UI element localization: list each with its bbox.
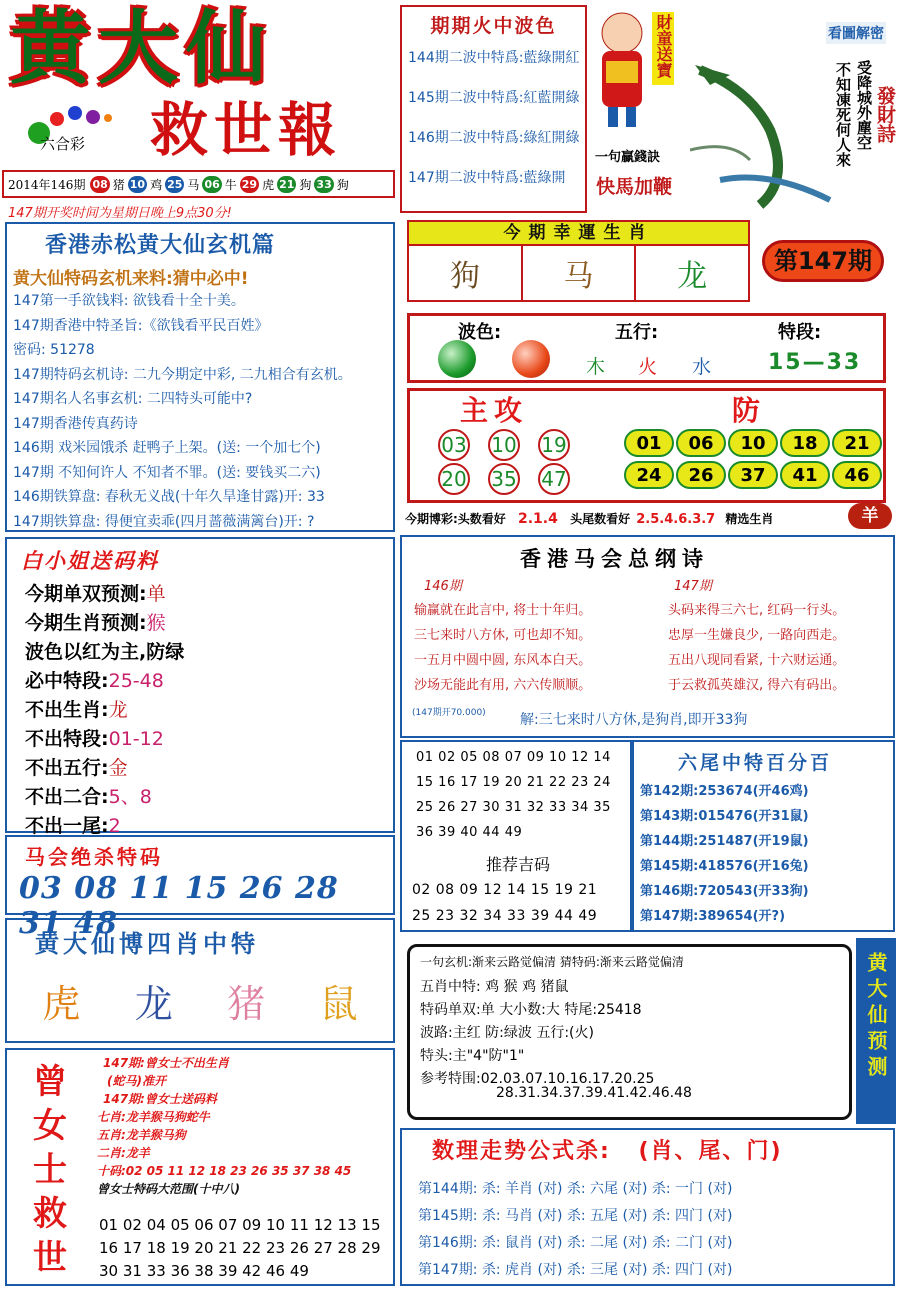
defend-number: 41 [780,461,830,489]
four-zodiac-title: 黄大仙博四肖中特 [35,930,259,958]
six-tail-line: 第143期:015476(开31鼠) [640,809,809,824]
zeng-range-row: 30 31 33 36 38 39 42 46 49 [99,1262,309,1280]
formula-line: 第147期: 杀: 虎肖 (对) 杀: 三尾 (对) 杀: 四门 (对) [418,1262,733,1278]
main-attack-label: 主攻 [460,394,529,427]
color-dot-red [50,112,64,126]
poem-col-text: 不知凍死何人來 [834,62,852,167]
zeng-line: 十码:02 05 11 12 18 23 26 35 37 38 45 [97,1164,352,1178]
poem-left-issue: 146期 [424,579,462,594]
tail-value: 2.5.4.6.3.7 [636,512,716,527]
main-attack-number: 19 [538,429,570,461]
crocodile-illustration [690,30,840,210]
tongzi-card: 一句贏錢訣 [595,150,661,165]
draw-ball-zodiac: 狗 [336,177,349,192]
defend-number: 37 [728,461,778,489]
pick-zodiac-badge: 羊 [848,503,892,529]
zeng-line: 七肖:龙羊猴马狗蛇牛 [97,1110,210,1124]
draw-ball-zodiac: 虎 [262,177,275,192]
six-tail-line: 第144期:251487(开19鼠) [640,834,809,849]
lucky-number-row: 02 08 09 12 14 15 19 21 [412,882,598,898]
wuxing-fire: 火 [638,356,658,378]
draw-result-bar [2,170,395,198]
fortune-boy-illustration [592,5,652,135]
number-row: 01 02 05 08 07 09 10 12 14 [416,750,611,765]
issue-badge: 第147期 [762,240,884,282]
poem-left-line: 一五月中圆中圆, 东风本白天。 [414,653,592,668]
lucky-numbers-title: 推荐吉码 [486,855,551,874]
xuanji-line: 147期香港中特圣旨:《欲钱看平民百姓》 [13,317,269,334]
wave-wuxing-box [407,313,886,383]
poem-box [400,535,895,738]
baixiao-line [25,782,152,809]
main-attack-number: 03 [438,429,470,461]
poem-col-2 [834,62,852,171]
baixiao-label: 不出二合: [25,786,109,808]
xuanji-line: 密码: 51278 [13,342,95,358]
lucky-zodiac-title: 今期幸運生肖 [407,220,750,246]
defend-number: 24 [624,461,674,489]
draw-ball-number: 29 [241,177,258,191]
wave-line: 145期二波中特爲:紅藍開綠 [408,90,580,106]
jue-sha-box [5,835,395,941]
lucky-animal: 狗 [449,259,480,294]
red-ball-icon [512,340,550,378]
four-zodiac-row [15,962,385,1038]
masthead-subtitle: 救世報 [150,96,343,164]
baixiao-line [25,579,166,606]
baixiao-value: 金 [108,757,128,779]
draw-notice: 147期开奖时间为星期日晚上9点30分! [8,206,232,221]
wave-line: 144期二波中特爲:藍綠開紅 [408,50,580,66]
defend-number: 21 [832,429,882,457]
poem-right-line: 头码来得三六七, 红码一行头。 [668,603,846,618]
tongzi-text: 財童送寶 [654,14,673,78]
wave-line: 147期二波中特爲:藍綠開 [408,170,566,186]
green-ball-icon [438,340,476,378]
lucky-dragon-icon [636,246,748,300]
zeng-line: 二肖:龙羊 [97,1146,150,1160]
baixiao-line [25,608,166,635]
baixiao-value: 5、8 [108,786,152,808]
baixiao-value: 2 [108,815,121,837]
baixiao-label: 今期单双预测: [25,583,147,605]
defend-number: 26 [676,461,726,489]
lottery-label: 六合彩 [40,135,86,153]
zeng-line: (蛇马)准开 [107,1074,166,1088]
xuanji-line: 146期 戏米园饿杀 赶鸭子上架。(送: 一个加七个) [13,440,321,456]
number-row: 36 39 40 44 49 [416,825,523,840]
secret-line: 特码单双:单 大小数:大 特尾:25418 [420,1002,642,1018]
fortune-boy-icon [592,5,652,135]
formula-line: 第144期: 杀: 羊肖 (对) 杀: 六尾 (对) 杀: 一门 (对) [418,1181,733,1197]
four-zodiac-box [5,918,395,1043]
formula-line: 第145期: 杀: 马肖 (对) 杀: 五尾 (对) 杀: 四门 (对) [418,1208,733,1224]
baixiao-label: 不出特段: [25,728,109,750]
fortune-poem-vertical [874,86,894,148]
formula-title-tail: (肖、尾、门) [638,1139,783,1164]
pick-label: 精选生肖 [725,512,774,526]
baixiao-label: 不出一尾: [25,815,109,837]
baixiao-label: 波色以红为主,防绿 [25,641,185,663]
defend-number: 10 [728,429,778,457]
head-label: 今期博彩:头数看好 [405,512,506,526]
poem-right-issue: 147期 [674,579,712,594]
baixiao-line [25,666,164,693]
zeng-char: 救 [33,1194,67,1234]
zeng-vertical-title [25,1060,75,1280]
today-bet-bar [405,510,845,527]
pig-icon: 猪 [227,981,266,1026]
main-attack-number: 10 [488,429,520,461]
secret-line: 28.31.34.37.39.41.42.46.48 [496,1085,692,1101]
xuanji-title: 香港赤松黄大仙玄机篇 [45,233,276,258]
prediction-side-label [856,938,896,1124]
baixiao-value: 龙 [108,699,128,721]
six-tail-title: 六尾中特百分百 [678,752,833,774]
xuanji-line: 147期 不知何许人 不知者不罪。(送: 要钱买二六) [13,464,321,481]
draw-balls [90,176,348,193]
draw-ball-zodiac: 牛 [224,177,237,192]
formula-title-text: 数理走势公式杀: [432,1139,611,1164]
defend-number: 06 [676,429,726,457]
secret-line: 参考特围:02.03.07.10.16.17.20.25 [420,1071,655,1087]
baixiao-value: 单 [146,583,166,605]
zeng-char: 士 [33,1150,67,1190]
poem-note: (147期开70.000) [412,708,486,718]
wuxing-wood: 木 [586,356,606,378]
formula-box [400,1128,895,1286]
lucky-animal: 龙 [677,259,708,294]
zeng-line: 五肖:龙羊猴马狗 [97,1128,186,1142]
poem-left-line: 沙场无能此有用, 六六传顺顺。 [414,678,592,693]
draw-ball-zodiac: 马 [187,177,200,192]
fortune-poem-text: 發財詩 [874,86,896,143]
lucky-zodiac-cells [407,246,750,302]
teduan-value: 15—33 [768,350,862,375]
baixiao-title: 白小姐送码料 [21,549,159,573]
lucky-horse-icon [523,246,637,300]
crocodile-icon [690,30,840,210]
zeng-range-row: 16 17 18 19 20 21 22 23 26 27 28 29 [99,1239,381,1257]
attack-defend-box [407,388,886,503]
poem-right-line: 忠厚一生嫌良少, 一路向西走。 [668,628,846,643]
color-dot-blue [68,106,82,120]
draw-ball-number: 06 [204,177,220,191]
baixiao-line [25,637,184,664]
xuanji-line: 147期名人名事玄机: 二四特头可能中? [13,391,253,407]
head-value: 2.1.4 [518,511,558,527]
formula-title [432,1134,783,1165]
defend-label: 防 [732,394,761,427]
baixiao-label: 不出五行: [25,757,109,779]
teduan-label: 特段: [778,322,822,343]
baixiao-line [25,811,121,838]
wave-title: 期期火中波色 [430,15,557,37]
poem-right-line: 于云救孤英雄汉, 得六有码出。 [668,678,846,693]
color-dot-orange [104,114,112,122]
poem-col-1 [855,60,873,154]
tongzi-label [652,12,674,85]
draw-ball-number: 08 [92,177,108,191]
zeng-line: 曾女士特码大范围(十中八) [97,1182,240,1196]
baixiao-value: 25-48 [108,670,164,692]
main-attack-number: 35 [488,463,520,495]
poem-left-line: 三七来时八方休, 可也却不知。 [414,628,592,643]
baixiao-value: 01-12 [108,728,164,750]
jue-sha-numbers: 03 08 11 15 26 28 31 48 [19,871,339,941]
secret-line: 一句玄机:渐来云路觉偏清 猜特码:渐来云路觉偏清 [420,955,684,969]
poem-left-line: 输赢就在此言中, 将士十年归。 [414,603,592,618]
wave-line: 146期二波中特爲:綠紅開綠 [408,130,580,146]
baixiao-label: 必中特段: [25,670,109,692]
poem-col-text: 受降城外塵空 [855,60,873,150]
six-tail-line: 第142期:253674(开46鸡) [640,784,809,799]
zeng-range-row: 01 02 04 05 06 07 09 10 11 12 13 15 [99,1216,381,1234]
draw-issue: 2014年146期 [8,177,86,192]
secret-line: 波路:主红 防:绿波 五行:(火) [420,1025,594,1041]
wave-label: 波色: [458,322,502,343]
prediction-side-text: 黄大仙预测 [864,952,888,1082]
wave-color-box [400,5,587,213]
zeng-char: 曾 [33,1062,67,1102]
xuanji-box [5,222,395,532]
formula-line: 第146期: 杀: 鼠肖 (对) 杀: 二尾 (对) 杀: 二门 (对) [418,1235,733,1251]
defend-number: 01 [624,429,674,457]
xuanji-line: 147期香港传真药诗 [13,415,138,432]
baixiao-value: 猴 [146,612,166,634]
six-tail-line: 第147期:389654(开?) [640,909,786,924]
main-attack-number: 20 [438,463,470,495]
poem-solution: 解:三七来时八方休,是狗肖,即开33狗 [520,712,748,728]
masthead-title: 黄大仙 [10,1,274,95]
draw-ball-zodiac: 猪 [112,177,125,192]
baixiao-box [5,537,395,837]
draw-ball-number: 25 [167,177,183,191]
tiger-icon: 虎 [42,981,81,1026]
six-tail-box [632,740,895,932]
xuanji-line: 147期特码玄机诗: 二九今期定中彩, 二九相合有玄机。 [13,366,352,383]
draw-ball-zodiac: 鸡 [150,177,163,192]
defend-number: 18 [780,429,830,457]
seal: 看圖解密 [826,22,886,44]
wuxing-label: 五行: [615,322,659,343]
six-tail-line: 第145期:418576(开16兔) [640,859,809,874]
secret-line: 五肖中特: 鸡 猴 鸡 猪鼠 [420,979,569,995]
draw-ball-number: 33 [316,177,332,191]
zeng-char: 世 [33,1238,67,1278]
color-dot-purple [86,110,100,124]
xuanji-subtitle: 黄大仙特码玄机来料:猜中必中! [13,269,249,289]
baixiao-line [25,695,128,722]
defend-number: 46 [832,461,882,489]
draw-ball-zodiac: 狗 [299,177,312,192]
jue-sha-title: 马会绝杀特码 [25,845,163,869]
xuanji-line: 146期铁算盘: 春秋无义战(十年久旱逢甘露)开: 33 [13,489,325,505]
rat-icon: 鼠 [319,981,358,1026]
baixiao-label: 不出生肖: [25,699,109,721]
secret-line: 特头:主"4"防"1" [420,1048,525,1064]
secret-box [407,944,852,1120]
baixiao-line [25,724,164,751]
main-attack-number: 47 [538,463,570,495]
draw-ball-number: 10 [129,177,146,191]
number-grid-box [400,740,632,932]
baixiao-label: 今期生肖预测: [25,612,147,634]
baixiao-line [25,753,128,780]
dragon-icon: 龙 [134,981,173,1026]
lucky-animal: 马 [563,259,594,294]
six-tail-line: 第146期:720543(开33狗) [640,884,809,899]
xuanji-line: 147期铁算盘: 得便宜卖乖(四月蔷薇满篱台)开: ? [13,513,315,530]
xuanji-line: 147第一手欲钱料: 欲钱看十全十美。 [13,293,245,309]
zeng-line: 147期:曾女士送码料 [103,1092,217,1106]
lucky-dog-icon [409,246,523,300]
number-row: 15 16 17 19 20 21 22 23 24 [416,775,611,790]
zeng-line: 147期:曾女士不出生肖 [103,1056,229,1070]
draw-ball-number: 21 [279,177,295,191]
poem-right-line: 五出八现同看紧, 十六财运通。 [668,653,846,668]
wuxing-water: 水 [692,356,712,378]
lucky-number-row: 25 23 32 34 33 39 44 49 [412,908,598,924]
tail-label: 头尾数看好 [570,512,631,526]
poem-title: 香港马会总纲诗 [520,547,709,571]
number-row: 25 26 27 30 31 32 33 34 35 [416,800,611,815]
zeng-char: 女 [33,1106,67,1146]
zeng-box [5,1048,395,1286]
slogan: 快馬加鞭 [596,176,673,198]
